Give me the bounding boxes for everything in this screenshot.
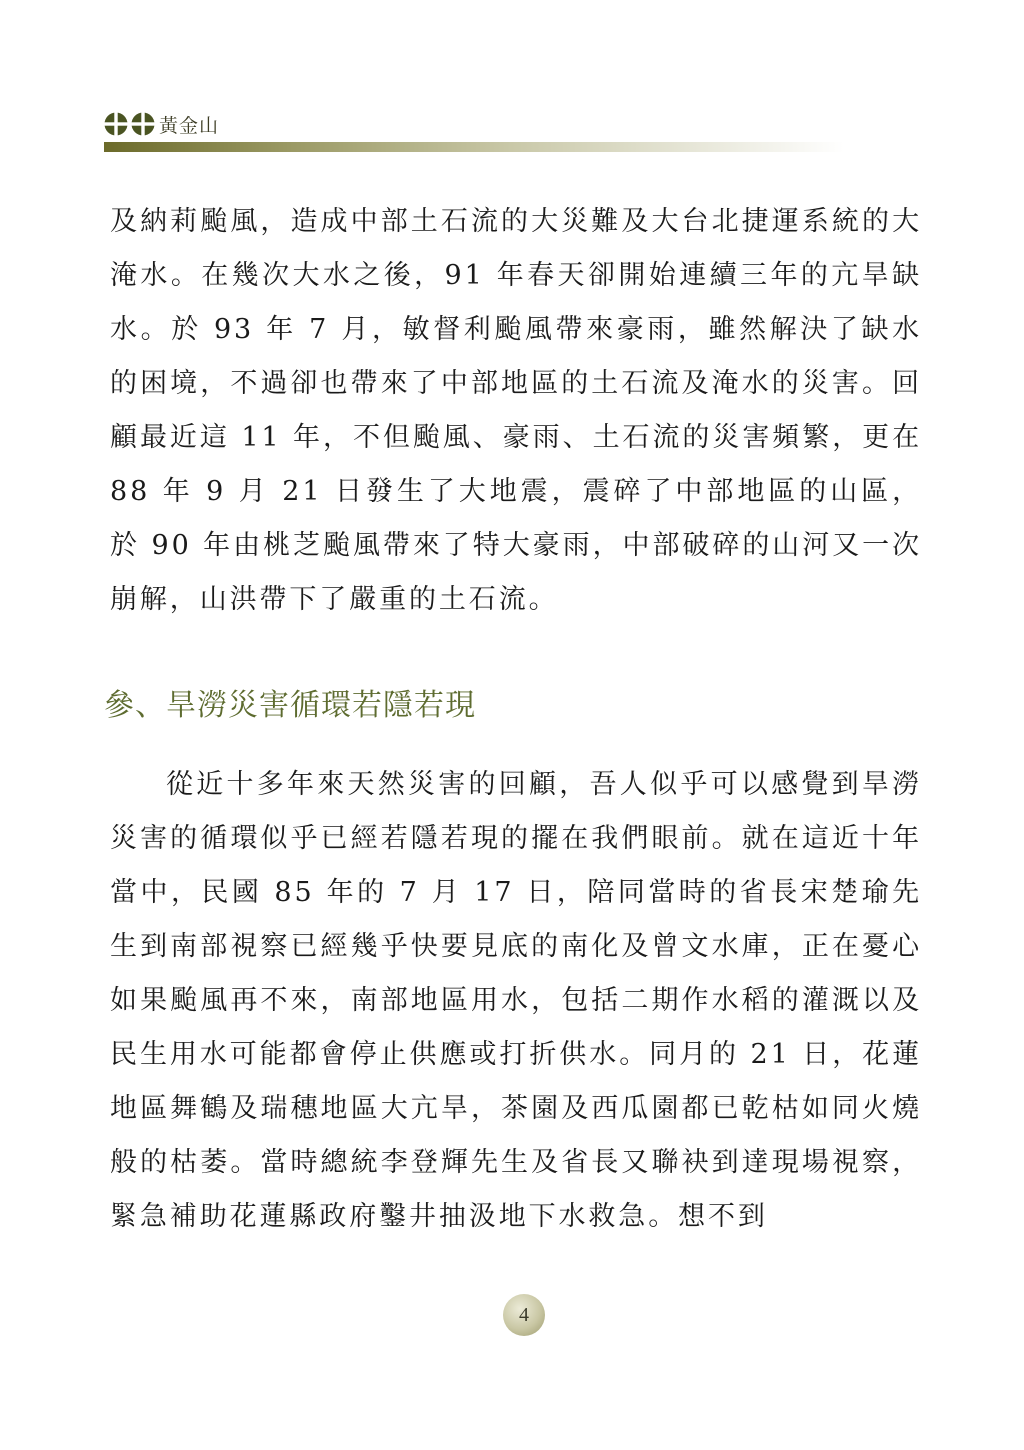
cross-emblem-right-icon [131, 112, 155, 136]
header-title: 黃金山 [159, 114, 220, 137]
twin-cross-emblem-icon [104, 112, 155, 136]
page-number-badge [503, 1294, 545, 1336]
cross-emblem-left-icon [104, 112, 128, 136]
section-heading: 參、旱澇災害循環若隱若現 [104, 688, 476, 723]
body-paragraph-2: 從近十多年來天然災害的回顧，吾人似乎可以感覺到旱澇災害的循環似乎已經若隱若現的擺在我們眼前。就在這近十年當中，民國 85 年的 7 月 17 日，陪同當時的省長宋楚瑜先生到南部視察已經幾乎快要見底的南化及曾文水庫，正在憂心如果颱風再不來，南部地區用水，包括二期作水稻的灌溉以及民生用水可能都會停止供應或打折供水。同月的 21 日，花蓮地區舞鶴及瑞穗地區大亢旱，茶園及西瓜園都已乾枯如同火燒般的枯萎。當時總統李登輝先生及省長又聯袂到達現場視察，緊急補助花蓮縣政府鑿井抽汲地下水救急。想不到 [110, 769, 922, 1232]
page-header [104, 104, 219, 144]
body-paragraph-1: 及納莉颱風，造成中部土石流的大災難及大台北捷運系統的大淹水。在幾次大水之後，91 年春天卻開始連續三年的亢旱缺水。於 93 年 7 月，敏督利颱風帶來豪雨，雖然解決了缺水的困境，不過卻也帶來了中部地區的土石流及淹水的災害。回顧最近這 11 年，不但颱風、豪雨、土石流的災害頻繁，更在 88 年 9 月 21 日發生了大地震，震碎了中部地區的山區，於 90 年由桃芝颱風帶來了特大豪雨，中部破碎的山河又一次崩解，山洪帶下了嚴重的土石流。 [110, 206, 922, 615]
header-divider [104, 142, 844, 152]
page-number: 4 [519, 1303, 529, 1326]
